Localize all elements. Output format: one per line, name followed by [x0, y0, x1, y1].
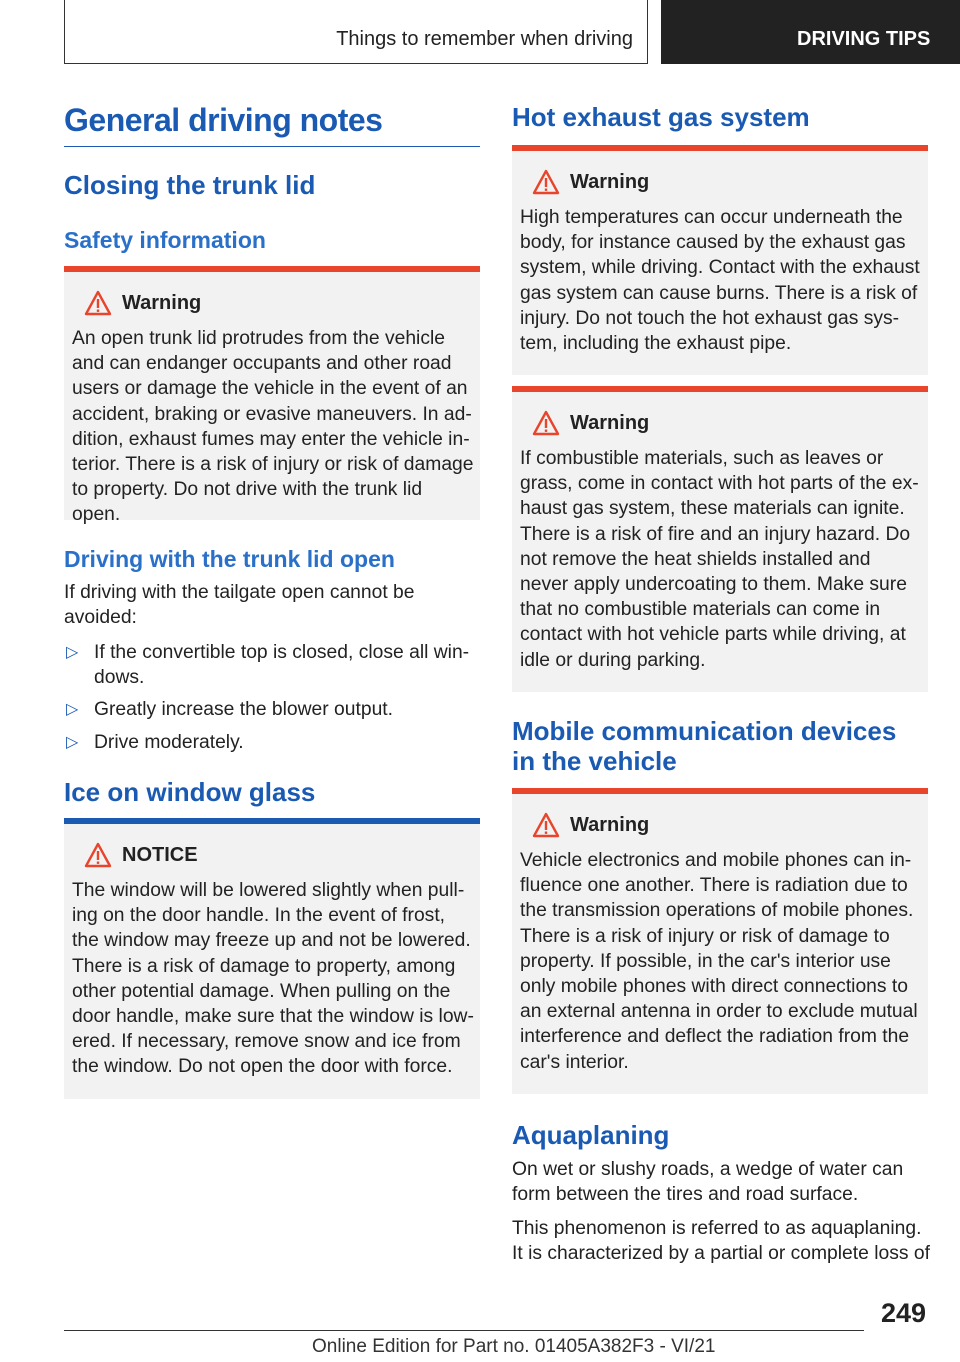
driving-open-list — [64, 640, 480, 762]
page-title: General driving notes — [64, 102, 383, 138]
notice-text: The window will be lowered slightly when pulling on the door handle. In the event of frost, the window may freeze up and not be lowered. There is a risk of damage to property, among other potential damage. When pulling on the door handle, make sure that the window is lowered. If necessary, remove snow and ice from the window. Do not open the door with force. — [72, 880, 474, 1078]
title-rule — [64, 146, 480, 147]
notice-box-ice — [64, 818, 480, 1099]
chapter-tab: DRIVING TIPS — [661, 0, 960, 64]
warning-box-mobile — [512, 788, 928, 1094]
warning-title — [532, 810, 922, 840]
driving-open-intro: If driving with the tailgate open cannot be avoided: — [64, 582, 415, 629]
running-header — [64, 0, 648, 64]
warning-box-trunk — [64, 266, 480, 526]
page-number: 249 — [880, 1298, 926, 1328]
warning-bar — [512, 145, 928, 151]
triangle-bullet-icon: ▷ — [66, 644, 79, 661]
list-item: ▷ Drive moderately. — [64, 730, 480, 755]
warning-text: An open trunk lid protrudes from the vehicle and can endanger occupants and other road users or damage the vehicle in the event of an accident, braking or evasive maneuvers. In addition, exhaust fumes may enter the vehicle interior. There is a risk of injury or risk of damage to property. Do not drive with the trunk lid open. — [72, 328, 474, 526]
warning-title — [532, 167, 922, 197]
notice-bar — [64, 818, 480, 824]
warning-triangle-icon — [84, 290, 112, 316]
warning-label: Warning — [570, 411, 650, 434]
driving-open-heading: Driving with the trunk lid open — [64, 546, 395, 572]
warning-text: Vehicle electronics and mobile phones can influence one another. There is radiation due to the transmission operations of mobile phones. There is a risk of injury or risk of damage to property. If possible, in the car's interior use only mobile phones with direct connections to an external antenna in order to exclude mutual interference and deflect the radiation from the car's interior. — [520, 850, 918, 1073]
warning-text: If combustible materials, such as leaves or grass, come in contact with hot parts of the exhaust gas system, these materials can ignite. There is a risk of fire and an injury hazard. Do not remove the heat shields installed and never apply undercoating to them. Make sure that no combustible materials can come in contact with hot vehicle parts while driving, at idle or during parking. — [520, 448, 919, 671]
safety-heading: Safety information — [64, 227, 266, 253]
warning-label: Warning — [570, 170, 650, 193]
warning-triangle-icon — [532, 169, 560, 195]
warning-triangle-icon — [532, 812, 560, 838]
aquaplaning-paragraph-1: On wet or slushy roads, a wedge of water can form between the tires and road surface. — [512, 1159, 904, 1206]
warning-bar — [512, 386, 928, 392]
ice-heading: Ice on window glass — [64, 777, 316, 807]
notice-label: NOTICE — [122, 843, 198, 866]
notice-title — [84, 840, 474, 870]
warning-title — [532, 408, 922, 438]
warning-box-exhaust — [512, 145, 928, 375]
warning-bar — [64, 266, 480, 272]
exhaust-heading: Hot exhaust gas system — [512, 102, 810, 132]
aquaplaning-paragraph-2: This phenomenon is referred to as aquaplaning. It is characterized by a partial or complete loss of — [512, 1218, 930, 1265]
mobile-heading: Mobile communication devices in the vehicle — [512, 716, 897, 776]
warning-triangle-icon — [532, 410, 560, 436]
notice-triangle-icon — [84, 842, 112, 868]
section-title: Things to remember when driving — [336, 28, 633, 50]
warning-label: Warning — [570, 813, 650, 836]
triangle-bullet-icon: ▷ — [66, 701, 79, 719]
warning-label: Warning — [122, 291, 202, 314]
warning-box-combustible — [512, 386, 928, 692]
warning-bar — [512, 788, 928, 794]
warning-title — [84, 288, 474, 318]
trunk-heading: Closing the trunk lid — [64, 170, 316, 200]
footer-edition: Online Edition for Part no. 01405A382F3 - VI/21 — [312, 1336, 716, 1357]
list-item: ▷ Greatly increase the blower output. — [64, 697, 480, 722]
aquaplaning-heading: Aquaplaning — [512, 1120, 670, 1150]
warning-text: High temperatures can occur underneath the body, for instance caused by the exhaust gas system, while driving. Contact with the exhaust gas system can cause burns. There is a risk of injury. Do not touch the hot exhaust gas system, including the exhaust pipe. — [520, 207, 920, 355]
triangle-bullet-icon: ▷ — [66, 733, 79, 751]
list-item: ▷ If the convertible top is closed, close all windows. — [66, 642, 470, 689]
footer-rule — [64, 1330, 864, 1331]
